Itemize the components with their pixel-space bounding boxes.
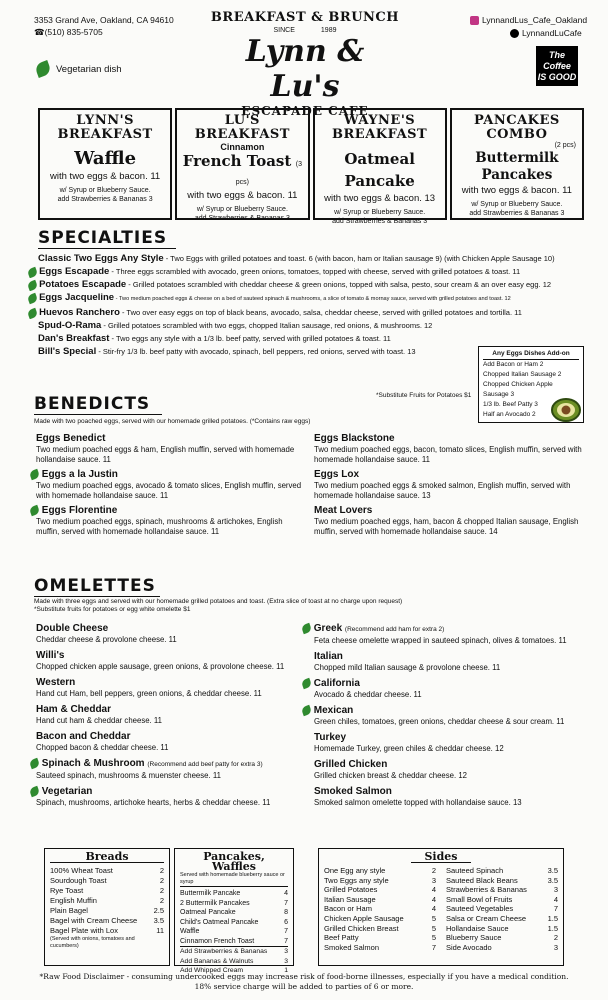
item-name: Bill's Special xyxy=(38,346,97,357)
benedicts-intro: Made with two poached eggs, served with our homemade grilled potatoes. (*Contains raw eggs) xyxy=(34,418,311,425)
addon-item: Half an Avocado 2 xyxy=(483,411,536,418)
benedicts-left-column xyxy=(30,432,302,537)
item-desc: Feta cheese omelette wrapped in sauteed spinach, olives & tomatoes. 11 xyxy=(314,636,567,645)
item-name: Eggs Jacqueline xyxy=(39,292,115,303)
brand-logo xyxy=(210,10,400,118)
lox-note: (Served with onions, tomatoes and cucumbers) xyxy=(50,936,135,949)
sides-title: Sides xyxy=(411,852,471,863)
leaf-icon xyxy=(29,786,41,798)
combo-lynns-breakfast[interactable] xyxy=(38,108,172,220)
combo-label-line-2: BREAKFAST xyxy=(332,127,428,142)
since-label: SINCE xyxy=(273,27,295,34)
combo-pancakes[interactable] xyxy=(450,108,584,220)
combo-dish: Buttermilk Pancakes xyxy=(475,150,559,183)
list-item[interactable] xyxy=(50,866,164,876)
list-item[interactable] xyxy=(28,306,588,319)
list-item[interactable] xyxy=(314,468,586,501)
item-price: 3 xyxy=(553,942,558,952)
list-item[interactable] xyxy=(314,504,586,537)
combo-dish: French Toast xyxy=(182,152,292,170)
list-item[interactable] xyxy=(446,904,558,914)
combo-with: with two eggs & bacon. 11 xyxy=(187,190,298,201)
combo-sub: Cinnamon xyxy=(220,142,265,152)
item-price: 11 xyxy=(156,926,164,935)
item-name: Spud-O-Rama xyxy=(38,320,102,331)
list-item[interactable] xyxy=(324,943,436,953)
list-item[interactable] xyxy=(314,432,586,465)
sides-box xyxy=(318,848,564,966)
item-name: Smoked Salmon xyxy=(324,942,380,952)
brand-name: Lynn & Lu's xyxy=(245,34,365,104)
item-name: Potatoes Escapade xyxy=(39,279,127,290)
item-desc: Two medium poached eggs & ham, English muffin, served with homemade hollandaise sauce. 11 xyxy=(36,445,295,464)
item-name: Eggs a la Justin xyxy=(41,469,118,480)
item-price: 2 xyxy=(159,876,164,885)
item-name: Salsa or Cream Cheese xyxy=(446,913,527,923)
breads-box xyxy=(44,848,170,966)
item-name: Eggs Escapade xyxy=(39,266,110,277)
omelettes-intro-line-2: *Substitute fruits for potatoes or egg white omelette $1 xyxy=(34,606,191,613)
list-item[interactable] xyxy=(446,914,558,924)
item-name: Beef Patty xyxy=(324,933,359,943)
list-item[interactable] xyxy=(180,947,288,957)
combo-label-line-1: LU'S xyxy=(224,113,260,128)
phone[interactable]: ☎(510) 835-5705 xyxy=(34,27,103,37)
list-item[interactable] xyxy=(50,906,164,916)
list-item[interactable] xyxy=(446,876,558,886)
item-price: 3.5 xyxy=(153,916,164,925)
item-name: Eggs Lox xyxy=(314,469,360,480)
item-name: Bagel with Cream Cheese xyxy=(50,916,138,925)
item-price: 3 xyxy=(284,948,288,955)
item-name: Italian Sausage xyxy=(324,894,376,904)
item-desc: Hand cut ham & cheddar cheese. 11 xyxy=(36,716,162,725)
combo-note: (3 pcs) xyxy=(235,161,302,186)
item-price: 2 xyxy=(431,866,436,875)
leaf-icon xyxy=(34,60,52,78)
list-item[interactable] xyxy=(30,703,302,726)
list-item[interactable] xyxy=(324,876,436,886)
item-desc: Two medium poached eggs, bacon, tomato slices, English muffin, served with homemade hollandaise sauce. 11 xyxy=(314,445,582,464)
item-name: Grilled Chicken xyxy=(314,759,388,770)
list-item[interactable] xyxy=(446,866,558,876)
combo-label-line-2: COMBO xyxy=(486,127,548,142)
item-name: Double Cheese xyxy=(36,623,109,634)
item-price: 3.5 xyxy=(547,866,558,875)
addon-title: Any Eggs Dishes Add-on xyxy=(483,349,579,360)
list-item[interactable] xyxy=(30,649,302,672)
pancakes-note: Served with homemade blueberry sauce or syrup xyxy=(180,872,288,887)
brand-tagline: BREAKFAST & BRUNCH xyxy=(210,10,400,25)
addon-item: Chopped Chicken Apple Sausage 3 xyxy=(483,381,553,398)
coffee-badge xyxy=(536,46,578,86)
combo-syrup: w/ Syrup or Blueberry Sauce. xyxy=(59,187,151,194)
item-name: Add Bananas & Walnuts xyxy=(180,957,254,965)
item-price: 4 xyxy=(431,894,436,904)
item-name: Bagel Plate with Lox xyxy=(50,926,118,935)
item-price: 7 xyxy=(284,937,288,945)
instagram-link[interactable] xyxy=(470,14,587,26)
item-desc: - Three eggs scrambled with avocado, green onions, tomatoes, topped with cheese, served with grilled potatoes & toast. 11 xyxy=(109,267,521,276)
breads-title: Breads xyxy=(50,852,164,863)
list-item[interactable] xyxy=(28,252,588,265)
item-name: Blueberry Sauce xyxy=(446,933,502,943)
item-name: Child's Oatmeal Pancake xyxy=(180,918,259,926)
benedicts-right-column xyxy=(314,432,586,537)
leaf-icon xyxy=(28,279,38,291)
list-item[interactable] xyxy=(180,937,288,948)
item-price: 4 xyxy=(553,894,558,904)
combo-label-line-1: PANCAKES xyxy=(473,113,560,128)
combo-dish: Oatmeal Pancake xyxy=(344,150,415,190)
leaf-icon xyxy=(29,758,41,770)
combo-label-line-1: LYNN'S xyxy=(76,113,134,128)
combo-with: with two eggs & bacon. 11 xyxy=(461,185,572,196)
combo-label-line-2: BREAKFAST xyxy=(194,127,290,142)
list-item[interactable] xyxy=(30,676,302,699)
item-desc: Spinach, mushrooms, artichoke hearts, herbs & cheddar cheese. 11 xyxy=(36,798,271,807)
item-name: Bacon or Ham xyxy=(324,904,372,914)
item-price: 3 xyxy=(553,885,558,895)
item-name: Add Strawberries & Bananas xyxy=(180,948,268,955)
combo-dish: Waffle xyxy=(74,148,137,169)
item-price: 2 xyxy=(159,866,164,875)
item-price: 3 xyxy=(284,957,288,965)
combo-addon: add Strawberries & Bananas 3 xyxy=(194,215,290,222)
item-name: Waffle xyxy=(180,928,200,935)
item-name: Vegetarian xyxy=(41,786,93,797)
list-item[interactable] xyxy=(302,731,586,754)
list-item[interactable] xyxy=(302,704,586,727)
combo-label-line-1: WAYNE'S xyxy=(344,113,416,128)
item-name: Two Eggs any style xyxy=(324,875,389,885)
disclaimer-line-2: 18% service charge will be added to parties of 6 or more. xyxy=(194,982,414,991)
list-item[interactable] xyxy=(180,957,288,967)
coffee-badge-line-1: The xyxy=(548,50,565,60)
item-name: Bacon and Cheddar xyxy=(36,731,131,742)
list-item[interactable] xyxy=(50,886,164,896)
list-item[interactable] xyxy=(30,432,302,465)
item-desc: Grilled chicken breast & cheddar cheese. 12 xyxy=(314,771,467,780)
item-desc: - Two eggs any style with a 1/3 lb. beef patty, served with grilled potatoes & toast. 11 xyxy=(109,334,391,343)
list-item[interactable] xyxy=(446,933,558,943)
item-name: Side Avocado xyxy=(446,942,492,952)
item-price: 1 xyxy=(284,967,288,974)
list-item[interactable] xyxy=(446,895,558,905)
combo-label-line-2: BREAKFAST xyxy=(57,127,153,142)
list-item[interactable] xyxy=(446,885,558,895)
sides-left-column xyxy=(324,866,436,952)
list-item[interactable] xyxy=(324,866,436,876)
item-name: Small Bowl of Fruits xyxy=(446,894,513,904)
item-name: Chicken Apple Sausage xyxy=(324,913,404,923)
list-item[interactable] xyxy=(30,468,302,501)
address: 3353 Grand Ave, Oakland, CA 94610 xyxy=(34,15,174,25)
item-name: Sauteed Vegetables xyxy=(446,904,514,914)
item-name: Plain Bagel xyxy=(50,906,88,915)
item-desc: - Two medium poached eggs & cheese on a bed of sauteed spinach & mushrooms, a slice of tomato & mornay sauce, served with grilled potatoes and toast. 12 xyxy=(114,296,511,302)
item-price: 2 xyxy=(159,896,164,905)
item-price: 7 xyxy=(284,899,288,907)
combo-syrup: w/ Syrup or Blueberry Sauce. xyxy=(471,201,563,208)
item-name: Strawberries & Bananas xyxy=(446,885,527,895)
item-name: Sourdough Toast xyxy=(50,876,107,885)
item-desc: Chopped bacon & cheddar cheese. 11 xyxy=(36,743,169,752)
specialties-list xyxy=(28,252,588,358)
leaf-icon xyxy=(301,678,313,690)
list-item[interactable] xyxy=(30,504,302,537)
combo-syrup: w/ Syrup or Blueberry Sauce. xyxy=(334,209,426,216)
item-name: Smoked Salmon xyxy=(314,786,392,797)
instagram-icon xyxy=(470,16,479,25)
list-item[interactable] xyxy=(324,885,436,895)
list-item[interactable] xyxy=(446,924,558,934)
spinach-note: (Recommend add beef patty for extra 3) xyxy=(147,761,263,768)
item-price: 1.5 xyxy=(547,913,558,923)
item-name: Oatmeal Pancake xyxy=(180,909,236,916)
brand-subtitle: ESCAPADE CAFE xyxy=(241,104,369,118)
item-desc: Two medium poached eggs, ham, bacon & chopped Italian sausage, English muffin, served with homemade hollandaise sauce. 14 xyxy=(314,517,579,536)
specialties-title: SPECIALTIES xyxy=(38,228,176,249)
list-item[interactable] xyxy=(50,926,164,936)
item-price: 7 xyxy=(553,904,558,914)
list-item[interactable] xyxy=(180,927,288,937)
item-price: 5 xyxy=(431,923,436,933)
list-item[interactable] xyxy=(324,904,436,914)
since-line xyxy=(210,27,400,34)
disclaimer xyxy=(20,972,588,992)
list-item[interactable] xyxy=(180,889,288,899)
combo-sub: (2 pcs) xyxy=(554,142,576,149)
benedicts-title: BENEDICTS xyxy=(34,394,162,415)
item-price: 4 xyxy=(431,885,436,895)
item-name: 2 Buttermilk Pancakes xyxy=(180,899,250,907)
list-item[interactable] xyxy=(324,933,436,943)
leaf-icon xyxy=(301,623,313,635)
item-desc: Homemade Turkey, green chiles & cheddar cheese. 12 xyxy=(314,744,504,753)
item-price: 5 xyxy=(431,933,436,943)
leaf-icon xyxy=(29,469,41,481)
omelettes-intro xyxy=(34,598,402,614)
item-desc: Two medium poached eggs, avocado & tomato slices, English muffin, served with homemade hollandaise sauce. 11 xyxy=(36,481,302,500)
list-item[interactable] xyxy=(50,876,164,886)
item-name: Rye Toast xyxy=(50,886,84,895)
greek-note: (Recommend add ham for extra 2) xyxy=(344,626,445,633)
item-price: 2.5 xyxy=(153,906,164,915)
vegetarian-legend-label: Vegetarian dish xyxy=(56,63,122,75)
combo-waynes-breakfast[interactable] xyxy=(313,108,447,225)
leaf-icon xyxy=(29,505,41,517)
coffee-badge-line-3: IS GOOD xyxy=(537,72,577,82)
item-name: Mexican xyxy=(313,705,354,716)
coffee-badge-line-2: Coffee xyxy=(543,61,571,71)
facebook-icon xyxy=(510,29,519,38)
item-price: 4 xyxy=(431,904,436,914)
pancakes-box xyxy=(174,848,294,974)
item-desc: Two medium poached eggs, spinach, mushrooms & artichokes, English muffin, served with homemade hollandaise sauce. 11 xyxy=(36,517,283,536)
combo-lus-breakfast[interactable] xyxy=(175,108,309,220)
combo-addon: add Strawberries & Bananas 3 xyxy=(57,196,153,203)
list-item[interactable] xyxy=(30,730,302,753)
item-price: 2 xyxy=(553,933,558,943)
item-name: Cinnamon French Toast xyxy=(180,937,255,945)
item-name: Ham & Cheddar xyxy=(36,704,112,715)
facebook-handle: LynnandLuCafe xyxy=(522,28,582,38)
list-item[interactable] xyxy=(324,914,436,924)
item-name: Western xyxy=(36,677,76,688)
omelettes-title: OMELETTES xyxy=(34,576,160,597)
item-name: Spinach & Mushroom xyxy=(41,758,145,769)
omelettes-intro-line-1: Made with three eggs and served with our homemade grilled potatoes and toast. (Extra slice of toast at no charge upon request) xyxy=(34,598,403,605)
item-name: Sauteed Spinach xyxy=(446,866,504,875)
item-desc: - Two Eggs with grilled potatoes and toast. 6 (with bacon, ham or Italian sausage 9) (with Chicken Apple Sausage 10) xyxy=(163,254,555,263)
list-item[interactable] xyxy=(30,757,302,781)
item-price: 8 xyxy=(284,909,288,916)
item-name: English Muffin xyxy=(50,896,97,905)
item-desc: - Two over easy eggs on top of black beans, avocado, salsa, cheddar cheese, served with grilled potatoes and tortilla. 11 xyxy=(119,308,522,317)
combo-row xyxy=(38,108,584,225)
combo-with: with two eggs & bacon. 11 xyxy=(50,171,161,182)
list-item[interactable] xyxy=(446,943,558,953)
item-desc: Hand cut Ham, bell peppers, green onions, & cheddar cheese. 11 xyxy=(36,689,262,698)
item-desc: - Stir-fry 1/3 lb. beef patty with avocado, spinach, bell peppers, red onions, served with toast. 13 xyxy=(96,347,416,356)
item-price: 1.5 xyxy=(547,923,558,933)
item-price: 2 xyxy=(159,886,164,895)
item-name: Dan's Breakfast xyxy=(38,333,110,344)
facebook-link[interactable] xyxy=(510,27,582,39)
item-price: 4 xyxy=(284,890,288,897)
list-item[interactable] xyxy=(50,896,164,906)
item-desc: Green chiles, tomatoes, green onions, cheddar cheese & sour cream. 11 xyxy=(314,717,565,726)
list-item[interactable] xyxy=(28,319,588,332)
addon-item: Chopped Italian Sausage 2 xyxy=(483,371,562,378)
list-item[interactable] xyxy=(30,785,302,808)
item-price: 7 xyxy=(431,942,436,952)
list-item[interactable] xyxy=(302,677,586,700)
list-item[interactable] xyxy=(302,622,586,646)
list-item[interactable] xyxy=(180,908,288,918)
list-item[interactable] xyxy=(28,291,588,306)
item-price: 3 xyxy=(431,875,436,885)
combo-with: with two eggs & bacon. 13 xyxy=(324,193,436,204)
omelettes-left-column xyxy=(30,622,302,808)
leaf-icon xyxy=(301,705,313,717)
list-item[interactable] xyxy=(302,758,586,781)
item-desc: Smoked salmon omelette topped with hollandaise sauce. 13 xyxy=(314,798,522,807)
item-desc: Cheddar cheese & provolone cheese. 11 xyxy=(36,635,177,644)
item-desc: Two medium poached eggs & smoked salmon, English muffin, served with homemade hollandaise sauce. 13 xyxy=(314,481,571,500)
list-item[interactable] xyxy=(50,916,164,926)
addon-item: Add Bacon or Ham 2 xyxy=(483,361,544,368)
item-name: Huevos Ranchero xyxy=(39,307,120,318)
list-item[interactable] xyxy=(180,899,288,909)
item-price: 3.5 xyxy=(547,875,558,885)
addon-item: 1/3 lb. Beef Patty 3 xyxy=(483,401,538,408)
combo-addon: add Strawberries & Bananas 3 xyxy=(332,218,428,225)
leaf-icon xyxy=(28,266,38,278)
item-name: 100% Wheat Toast xyxy=(50,866,113,875)
item-name: One Egg any style xyxy=(324,866,386,875)
combo-addon: add Strawberries & Bananas 3 xyxy=(469,210,565,217)
list-item[interactable] xyxy=(28,265,588,278)
item-name: Sauteed Black Beans xyxy=(446,875,518,885)
fruit-substitute-note: *Substitute Fruits for Potatoes $1 xyxy=(376,392,472,399)
list-item[interactable] xyxy=(302,650,586,673)
pancakes-title: Pancakes, Waffles xyxy=(203,850,265,873)
leaf-icon xyxy=(28,292,38,304)
item-desc: Chopped chicken apple sausage, green onions, & provolone cheese. 11 xyxy=(36,662,285,671)
item-name: Greek xyxy=(313,623,343,634)
disclaimer-line-1: *Raw Food Disclaimer - consuming undercooked eggs may increase risk of food-borne illnesses, especially if you have a medical condition. xyxy=(39,972,569,981)
item-desc: Sauteed spinach, mushrooms & muenster cheese. 11 xyxy=(36,771,221,780)
item-name: Hollandaise Sauce xyxy=(446,923,509,933)
item-name: Grilled Potatoes xyxy=(324,885,378,895)
list-item[interactable] xyxy=(28,278,588,291)
item-name: Eggs Florentine xyxy=(41,505,118,516)
sides-right-column xyxy=(446,866,558,952)
list-item[interactable] xyxy=(324,895,436,905)
item-name: Italian xyxy=(314,651,343,662)
item-name: Buttermilk Pancake xyxy=(180,890,241,897)
item-name: Eggs Benedict xyxy=(36,433,106,444)
item-desc: Chopped mild Italian sausage & provolone cheese. 11 xyxy=(314,663,501,672)
item-name: Willi's xyxy=(36,650,65,661)
vegetarian-legend xyxy=(36,62,122,76)
instagram-handle: LynnandLus_Cafe_Oakland xyxy=(482,15,588,25)
item-name: California xyxy=(313,678,360,689)
list-item[interactable] xyxy=(30,622,302,645)
item-name: Eggs Blackstone xyxy=(314,433,395,444)
combo-syrup: w/ Syrup or Blueberry Sauce. xyxy=(196,206,288,213)
item-name: Classic Two Eggs Any Style xyxy=(38,253,164,264)
item-price: 6 xyxy=(284,918,288,926)
item-desc: Avocado & cheddar cheese. 11 xyxy=(314,690,422,699)
omelettes-right-column xyxy=(302,622,586,808)
list-item[interactable] xyxy=(28,332,588,345)
list-item[interactable] xyxy=(324,924,436,934)
list-item[interactable] xyxy=(180,918,288,928)
item-desc: - Grilled potatoes scrambled with cheddar cheese & green onions, topped with salsa, pesto, sour cream & an over easy egg. 12 xyxy=(126,280,552,289)
leaf-icon xyxy=(28,307,38,319)
since-year: 1989 xyxy=(320,27,337,34)
item-desc: - Grilled potatoes scrambled with two eggs, chopped Italian sausage, red onions, & mushrooms. 12 xyxy=(101,321,433,330)
item-name: Meat Lovers xyxy=(314,505,373,516)
avocado-icon xyxy=(548,394,584,424)
item-price: 5 xyxy=(431,913,436,923)
item-name: Turkey xyxy=(314,732,347,743)
list-item[interactable] xyxy=(302,785,586,808)
item-name: Add Whipped Cream xyxy=(180,967,244,974)
item-price: 7 xyxy=(284,928,288,935)
item-name: Grilled Chicken Breast xyxy=(324,923,399,933)
